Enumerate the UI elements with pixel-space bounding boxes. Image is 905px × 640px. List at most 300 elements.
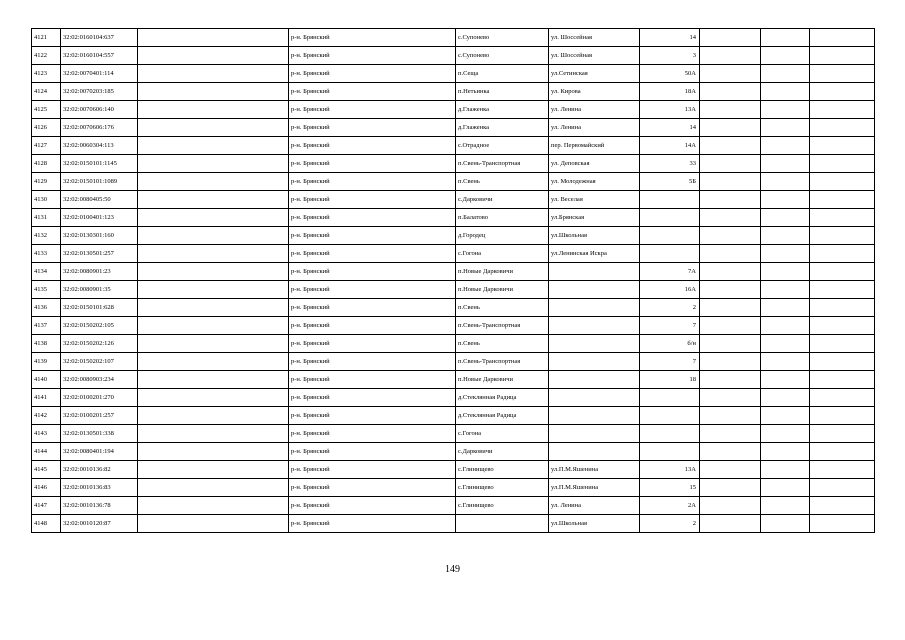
registry-table-body xyxy=(32,29,875,533)
object-name-cell xyxy=(138,101,289,119)
extra-cell-2 xyxy=(761,443,810,461)
district-cell: р-н. Брянский xyxy=(289,263,456,281)
extra-cell-1 xyxy=(700,83,761,101)
extra-cell-1 xyxy=(700,47,761,65)
extra-cell-3 xyxy=(810,443,875,461)
extra-cell-2 xyxy=(761,245,810,263)
extra-cell-2 xyxy=(761,389,810,407)
cadastral-number-cell: 32:02:0070401:114 xyxy=(61,65,138,83)
table-row xyxy=(32,425,875,443)
row-number-cell: 4123 xyxy=(32,65,61,83)
extra-cell-3 xyxy=(810,425,875,443)
table-row xyxy=(32,173,875,191)
settlement-cell xyxy=(456,515,549,533)
settlement-cell: д.Глаженка xyxy=(456,119,549,137)
extra-cell-3 xyxy=(810,83,875,101)
extra-cell-3 xyxy=(810,191,875,209)
table-row xyxy=(32,281,875,299)
object-name-cell xyxy=(138,137,289,155)
district-cell: р-н. Брянский xyxy=(289,299,456,317)
settlement-cell: с.Глинищево xyxy=(456,479,549,497)
table-row xyxy=(32,479,875,497)
extra-cell-1 xyxy=(700,299,761,317)
house-number-cell: 5Б xyxy=(640,173,700,191)
extra-cell-2 xyxy=(761,263,810,281)
table-row xyxy=(32,389,875,407)
cadastral-number-cell: 32:02:0070606:176 xyxy=(61,119,138,137)
house-number-cell: 2 xyxy=(640,299,700,317)
extra-cell-2 xyxy=(761,83,810,101)
extra-cell-2 xyxy=(761,317,810,335)
settlement-cell: с.Дарковичи xyxy=(456,191,549,209)
object-name-cell xyxy=(138,209,289,227)
extra-cell-3 xyxy=(810,515,875,533)
settlement-cell: с.Дарковичи xyxy=(456,443,549,461)
street-cell: ул. Молодежная xyxy=(549,173,640,191)
extra-cell-1 xyxy=(700,479,761,497)
district-cell: р-н. Брянский xyxy=(289,47,456,65)
district-cell: р-н. Брянский xyxy=(289,479,456,497)
house-number-cell: 3 xyxy=(640,47,700,65)
object-name-cell xyxy=(138,47,289,65)
row-number-cell: 4142 xyxy=(32,407,61,425)
street-cell: ул. Ленина xyxy=(549,101,640,119)
settlement-cell: п.Новые Дарковичи xyxy=(456,263,549,281)
settlement-cell: с.Отрадное xyxy=(456,137,549,155)
object-name-cell xyxy=(138,29,289,47)
extra-cell-1 xyxy=(700,155,761,173)
extra-cell-1 xyxy=(700,191,761,209)
extra-cell-1 xyxy=(700,281,761,299)
extra-cell-1 xyxy=(700,389,761,407)
row-number-cell: 4124 xyxy=(32,83,61,101)
cadastral-number-cell: 32:02:0070606:140 xyxy=(61,101,138,119)
row-number-cell: 4140 xyxy=(32,371,61,389)
street-cell xyxy=(549,263,640,281)
street-cell: ул.Брянская xyxy=(549,209,640,227)
extra-cell-3 xyxy=(810,263,875,281)
district-cell: р-н. Брянский xyxy=(289,353,456,371)
district-cell: р-н. Брянский xyxy=(289,461,456,479)
house-number-cell: 14А xyxy=(640,137,700,155)
extra-cell-3 xyxy=(810,137,875,155)
table-row xyxy=(32,83,875,101)
settlement-cell: с.Глинищево xyxy=(456,497,549,515)
table-row xyxy=(32,353,875,371)
extra-cell-3 xyxy=(810,65,875,83)
extra-cell-3 xyxy=(810,227,875,245)
row-number-cell: 4148 xyxy=(32,515,61,533)
district-cell: р-н. Брянский xyxy=(289,245,456,263)
table-row xyxy=(32,443,875,461)
table-row xyxy=(32,119,875,137)
house-number-cell: 13А xyxy=(640,101,700,119)
settlement-cell: п.Свень xyxy=(456,299,549,317)
table-row xyxy=(32,299,875,317)
extra-cell-3 xyxy=(810,299,875,317)
district-cell: р-н. Брянский xyxy=(289,407,456,425)
cadastral-number-cell: 32:02:0100201:270 xyxy=(61,389,138,407)
extra-cell-3 xyxy=(810,209,875,227)
object-name-cell xyxy=(138,83,289,101)
settlement-cell: п.Свень xyxy=(456,173,549,191)
object-name-cell xyxy=(138,443,289,461)
house-number-cell: 7А xyxy=(640,263,700,281)
house-number-cell xyxy=(640,389,700,407)
object-name-cell xyxy=(138,461,289,479)
cadastral-number-cell: 32:02:0080405:50 xyxy=(61,191,138,209)
object-name-cell xyxy=(138,119,289,137)
settlement-cell: п.Свень-Транспортная xyxy=(456,317,549,335)
object-name-cell xyxy=(138,191,289,209)
object-name-cell xyxy=(138,263,289,281)
district-cell: р-н. Брянский xyxy=(289,317,456,335)
house-number-cell: 7 xyxy=(640,353,700,371)
row-number-cell: 4122 xyxy=(32,47,61,65)
table-row xyxy=(32,227,875,245)
settlement-cell: д.Стеклянная Радица xyxy=(456,389,549,407)
house-number-cell xyxy=(640,443,700,461)
extra-cell-2 xyxy=(761,371,810,389)
district-cell: р-н. Брянский xyxy=(289,335,456,353)
object-name-cell xyxy=(138,515,289,533)
table-row xyxy=(32,335,875,353)
extra-cell-1 xyxy=(700,137,761,155)
extra-cell-2 xyxy=(761,497,810,515)
settlement-cell: п.Свень xyxy=(456,335,549,353)
cadastral-number-cell: 32:02:0150101:1145 xyxy=(61,155,138,173)
extra-cell-3 xyxy=(810,47,875,65)
cadastral-number-cell: 32:02:0100201:257 xyxy=(61,407,138,425)
cadastral-number-cell: 32:02:0150101:628 xyxy=(61,299,138,317)
house-number-cell: б/н xyxy=(640,335,700,353)
extra-cell-1 xyxy=(700,245,761,263)
street-cell: ул.Ленинская Искра xyxy=(549,245,640,263)
extra-cell-1 xyxy=(700,65,761,83)
cadastral-number-cell: 32:02:0010136:78 xyxy=(61,497,138,515)
table-row xyxy=(32,317,875,335)
street-cell xyxy=(549,317,640,335)
table-row xyxy=(32,137,875,155)
object-name-cell xyxy=(138,353,289,371)
object-name-cell xyxy=(138,407,289,425)
cadastral-number-cell: 32:02:0070203:185 xyxy=(61,83,138,101)
row-number-cell: 4138 xyxy=(32,335,61,353)
street-cell: ул.Сетинская xyxy=(549,65,640,83)
extra-cell-1 xyxy=(700,29,761,47)
extra-cell-2 xyxy=(761,353,810,371)
row-number-cell: 4130 xyxy=(32,191,61,209)
extra-cell-1 xyxy=(700,119,761,137)
extra-cell-2 xyxy=(761,209,810,227)
extra-cell-3 xyxy=(810,101,875,119)
cadastral-number-cell: 32:02:0010120:87 xyxy=(61,515,138,533)
cadastral-number-cell: 32:02:0150202:126 xyxy=(61,335,138,353)
extra-cell-2 xyxy=(761,191,810,209)
object-name-cell xyxy=(138,173,289,191)
object-name-cell xyxy=(138,245,289,263)
district-cell: р-н. Брянский xyxy=(289,443,456,461)
object-name-cell xyxy=(138,425,289,443)
extra-cell-3 xyxy=(810,497,875,515)
row-number-cell: 4146 xyxy=(32,479,61,497)
object-name-cell xyxy=(138,335,289,353)
house-number-cell xyxy=(640,227,700,245)
table-row xyxy=(32,65,875,83)
street-cell: ул. Деповская xyxy=(549,155,640,173)
house-number-cell: 18А xyxy=(640,83,700,101)
object-name-cell xyxy=(138,227,289,245)
street-cell xyxy=(549,281,640,299)
row-number-cell: 4128 xyxy=(32,155,61,173)
cadastral-number-cell: 32:02:0100401:123 xyxy=(61,209,138,227)
settlement-cell: п.Свень-Транспортная xyxy=(456,353,549,371)
house-number-cell xyxy=(640,245,700,263)
table-row xyxy=(32,245,875,263)
row-number-cell: 4126 xyxy=(32,119,61,137)
street-cell: ул.Школьная xyxy=(549,515,640,533)
cadastral-number-cell: 32:02:0060304:113 xyxy=(61,137,138,155)
extra-cell-1 xyxy=(700,497,761,515)
cadastral-number-cell: 32:02:0130501:257 xyxy=(61,245,138,263)
extra-cell-2 xyxy=(761,281,810,299)
extra-cell-1 xyxy=(700,353,761,371)
extra-cell-1 xyxy=(700,443,761,461)
extra-cell-1 xyxy=(700,515,761,533)
row-number-cell: 4135 xyxy=(32,281,61,299)
row-number-cell: 4131 xyxy=(32,209,61,227)
cadastral-number-cell: 32:02:0130301:160 xyxy=(61,227,138,245)
settlement-cell: д.Стеклянная Радица xyxy=(456,407,549,425)
extra-cell-1 xyxy=(700,335,761,353)
extra-cell-3 xyxy=(810,245,875,263)
street-cell: ул.П.М.Яшенина xyxy=(549,479,640,497)
table-row xyxy=(32,461,875,479)
table-row xyxy=(32,371,875,389)
row-number-cell: 4145 xyxy=(32,461,61,479)
district-cell: р-н. Брянский xyxy=(289,191,456,209)
table-row xyxy=(32,497,875,515)
settlement-cell: с.Гогона xyxy=(456,245,549,263)
house-number-cell xyxy=(640,425,700,443)
table-row xyxy=(32,515,875,533)
cadastral-number-cell: 32:02:0010136:83 xyxy=(61,479,138,497)
extra-cell-2 xyxy=(761,47,810,65)
settlement-cell: п.Свень-Транспортная xyxy=(456,155,549,173)
page-number: 149 xyxy=(445,564,460,575)
table-row xyxy=(32,155,875,173)
extra-cell-2 xyxy=(761,65,810,83)
extra-cell-3 xyxy=(810,317,875,335)
cadastral-number-cell: 32:02:0080901:23 xyxy=(61,263,138,281)
settlement-cell: с.Гогона xyxy=(456,425,549,443)
extra-cell-2 xyxy=(761,407,810,425)
table-row xyxy=(32,209,875,227)
house-number-cell: 13А xyxy=(640,461,700,479)
street-cell xyxy=(549,389,640,407)
house-number-cell xyxy=(640,191,700,209)
extra-cell-3 xyxy=(810,29,875,47)
house-number-cell xyxy=(640,209,700,227)
district-cell: р-н. Брянский xyxy=(289,371,456,389)
extra-cell-2 xyxy=(761,29,810,47)
street-cell: ул. Ленина xyxy=(549,497,640,515)
extra-cell-1 xyxy=(700,317,761,335)
house-number-cell: 2А xyxy=(640,497,700,515)
extra-cell-1 xyxy=(700,461,761,479)
extra-cell-1 xyxy=(700,263,761,281)
table-row xyxy=(32,47,875,65)
street-cell: ул. Ленина xyxy=(549,119,640,137)
settlement-cell: д.Глаженка xyxy=(456,101,549,119)
settlement-cell: с.Глинищево xyxy=(456,461,549,479)
street-cell: пер. Первомайский xyxy=(549,137,640,155)
cadastral-number-cell: 32:02:0010136:82 xyxy=(61,461,138,479)
extra-cell-1 xyxy=(700,425,761,443)
street-cell: ул. Шоссейная xyxy=(549,47,640,65)
district-cell: р-н. Брянский xyxy=(289,389,456,407)
settlement-cell: п.Сеща xyxy=(456,65,549,83)
row-number-cell: 4137 xyxy=(32,317,61,335)
district-cell: р-н. Брянский xyxy=(289,101,456,119)
row-number-cell: 4136 xyxy=(32,299,61,317)
extra-cell-3 xyxy=(810,461,875,479)
extra-cell-3 xyxy=(810,119,875,137)
object-name-cell xyxy=(138,371,289,389)
row-number-cell: 4133 xyxy=(32,245,61,263)
row-number-cell: 4139 xyxy=(32,353,61,371)
object-name-cell xyxy=(138,281,289,299)
settlement-cell: с.Супонево xyxy=(456,29,549,47)
house-number-cell xyxy=(640,407,700,425)
district-cell: р-н. Брянский xyxy=(289,281,456,299)
district-cell: р-н. Брянский xyxy=(289,209,456,227)
district-cell: р-н. Брянский xyxy=(289,137,456,155)
street-cell xyxy=(549,425,640,443)
extra-cell-3 xyxy=(810,281,875,299)
row-number-cell: 4147 xyxy=(32,497,61,515)
extra-cell-1 xyxy=(700,371,761,389)
district-cell: р-н. Брянский xyxy=(289,29,456,47)
extra-cell-3 xyxy=(810,389,875,407)
extra-cell-3 xyxy=(810,353,875,371)
extra-cell-2 xyxy=(761,335,810,353)
extra-cell-1 xyxy=(700,227,761,245)
district-cell: р-н. Брянский xyxy=(289,83,456,101)
cadastral-number-cell: 32:02:0150101:1089 xyxy=(61,173,138,191)
object-name-cell xyxy=(138,299,289,317)
district-cell: р-н. Брянский xyxy=(289,119,456,137)
house-number-cell: 15 xyxy=(640,479,700,497)
extra-cell-2 xyxy=(761,479,810,497)
object-name-cell xyxy=(138,497,289,515)
cadastral-number-cell: 32:02:0080901:35 xyxy=(61,281,138,299)
house-number-cell: 14 xyxy=(640,119,700,137)
extra-cell-2 xyxy=(761,515,810,533)
house-number-cell: 14 xyxy=(640,29,700,47)
extra-cell-3 xyxy=(810,155,875,173)
table-row xyxy=(32,29,875,47)
row-number-cell: 4144 xyxy=(32,443,61,461)
settlement-cell: с.Супонево xyxy=(456,47,549,65)
row-number-cell: 4125 xyxy=(32,101,61,119)
street-cell xyxy=(549,371,640,389)
extra-cell-3 xyxy=(810,479,875,497)
extra-cell-2 xyxy=(761,299,810,317)
extra-cell-1 xyxy=(700,173,761,191)
extra-cell-1 xyxy=(700,101,761,119)
object-name-cell xyxy=(138,479,289,497)
street-cell xyxy=(549,443,640,461)
settlement-cell: п.Балатово xyxy=(456,209,549,227)
house-number-cell: 50А xyxy=(640,65,700,83)
object-name-cell xyxy=(138,389,289,407)
street-cell xyxy=(549,299,640,317)
extra-cell-2 xyxy=(761,173,810,191)
street-cell: ул. Кирова xyxy=(549,83,640,101)
settlement-cell: п.Новые Дарковичи xyxy=(456,281,549,299)
extra-cell-2 xyxy=(761,137,810,155)
street-cell: ул.Школьная xyxy=(549,227,640,245)
house-number-cell: 7 xyxy=(640,317,700,335)
settlement-cell: п.Нетьинка xyxy=(456,83,549,101)
house-number-cell: 18 xyxy=(640,371,700,389)
table-row xyxy=(32,263,875,281)
district-cell: р-н. Брянский xyxy=(289,155,456,173)
extra-cell-2 xyxy=(761,155,810,173)
cadastral-number-cell: 32:02:0130501:338 xyxy=(61,425,138,443)
object-name-cell xyxy=(138,155,289,173)
settlement-cell: д.Городец xyxy=(456,227,549,245)
cadastral-number-cell: 32:02:0080903:234 xyxy=(61,371,138,389)
district-cell: р-н. Брянский xyxy=(289,497,456,515)
house-number-cell: 16А xyxy=(640,281,700,299)
house-number-cell: 2 xyxy=(640,515,700,533)
table-row xyxy=(32,407,875,425)
row-number-cell: 4143 xyxy=(32,425,61,443)
district-cell: р-н. Брянский xyxy=(289,65,456,83)
district-cell: р-н. Брянский xyxy=(289,515,456,533)
district-cell: р-н. Брянский xyxy=(289,425,456,443)
cadastral-number-cell: 32:02:0150202:105 xyxy=(61,317,138,335)
table-row xyxy=(32,101,875,119)
extra-cell-1 xyxy=(700,407,761,425)
street-cell xyxy=(549,407,640,425)
table-row xyxy=(32,191,875,209)
street-cell: ул. Веселая xyxy=(549,191,640,209)
row-number-cell: 4121 xyxy=(32,29,61,47)
row-number-cell: 4141 xyxy=(32,389,61,407)
house-number-cell: 33 xyxy=(640,155,700,173)
cadastral-number-cell: 32:02:0150202:107 xyxy=(61,353,138,371)
extra-cell-3 xyxy=(810,173,875,191)
cadastral-number-cell: 32:02:0160104:557 xyxy=(61,47,138,65)
cadastral-number-cell: 32:02:0160104:637 xyxy=(61,29,138,47)
extra-cell-2 xyxy=(761,425,810,443)
settlement-cell: п.Новые Дарковичи xyxy=(456,371,549,389)
row-number-cell: 4132 xyxy=(32,227,61,245)
extra-cell-3 xyxy=(810,407,875,425)
street-cell xyxy=(549,353,640,371)
street-cell xyxy=(549,335,640,353)
row-number-cell: 4129 xyxy=(32,173,61,191)
registry-table xyxy=(31,28,875,533)
row-number-cell: 4134 xyxy=(32,263,61,281)
street-cell: ул. Шоссейная xyxy=(549,29,640,47)
extra-cell-2 xyxy=(761,101,810,119)
extra-cell-2 xyxy=(761,461,810,479)
extra-cell-2 xyxy=(761,119,810,137)
